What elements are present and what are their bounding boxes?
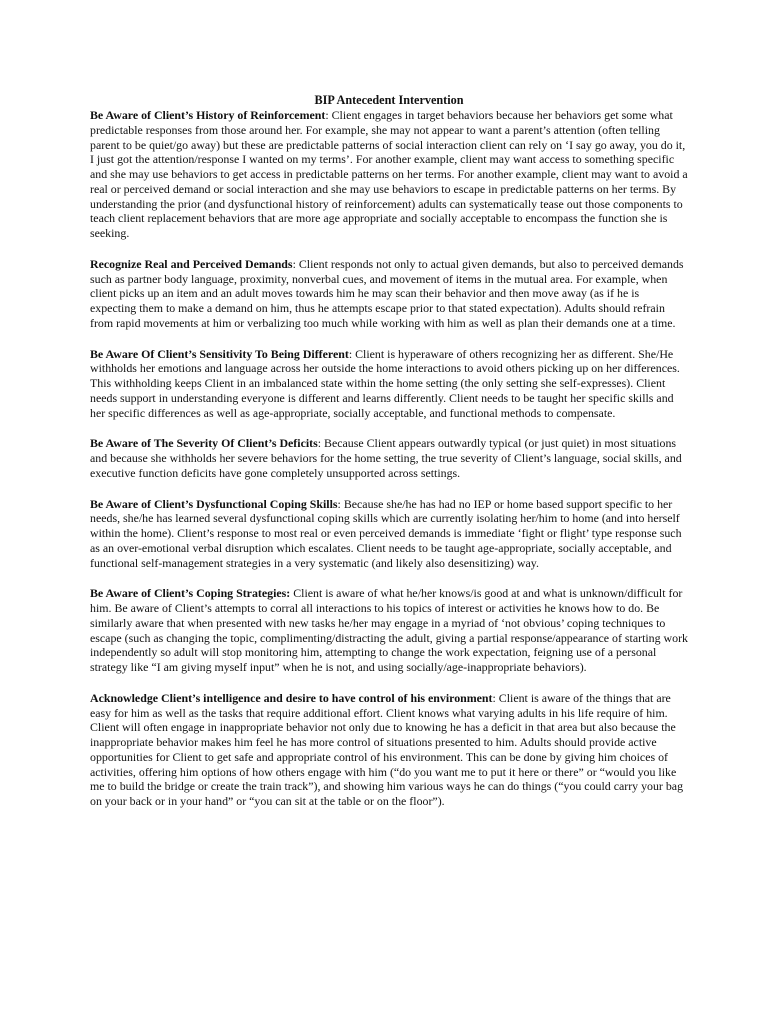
section-heading: Be Aware of Client’s Dysfunctional Coping Skills xyxy=(90,496,338,511)
section-body: Because she/he has had no IEP or home based support specific to her needs, she/he has learned several dysfunctional coping skills which are currently isolating her/him to home (and into herself within the home). Client’s response to most real or even perceived demands is immediate ‘fight or flight’ type response such as an over-emotional verbal disruption which escalates. Client needs to be taught age-appropriate, socially acceptable, and functional self-management strategies in a very systematic (and likely also desensitizing) way. xyxy=(90,496,682,570)
section-separator: : xyxy=(337,496,344,511)
section-severity-of-deficits xyxy=(90,436,688,480)
section-separator: : xyxy=(292,256,299,271)
section-separator: : xyxy=(317,436,325,451)
section-dysfunctional-coping-skills xyxy=(90,497,688,571)
section-body: Client engages in target behaviors because her behaviors get some what predictable responses from those around her. For example, she may not appear to want a parent’s attention (often telling parent to be quiet/go away) but these are predictable patterns of social interaction client can rely on ‘I say go away, you do it, I just got the attention/response I wanted on my terms’. For another example, client may want access to something specific and she may use behaviors to get access in predictable patterns on her terms. For another example, client may want to avoid a real or perceived demand or social interaction and she may use behaviors to escape in predictable patterns on her terms. By understanding the prior (and dysfunctional history of reinforcement) adults can systematically tease out those components to teach client replacement behaviors that are more age appropriate and socially acceptable to encompass the function she is seeking. xyxy=(90,108,688,240)
section-separator: : xyxy=(492,690,499,705)
section-body: Client is hyperaware of others recognizing her as different. She/He withholds her emotions and language across her outside the home interactions to avoid others picking up on her differences. This withholding keeps Client in an imbalanced state within the home setting (the only setting she self-expresses). Client needs support in understanding everyone is different and learns differently. Client needs to be taught her specific skills and her specific differences as well as age-appropriate, socially acceptable, and functional methods to compensate. xyxy=(90,346,680,420)
section-real-perceived-demands xyxy=(90,257,688,331)
section-heading: Be Aware of The Severity Of Client’s Deficits xyxy=(90,436,318,451)
section-body: Client is aware of what he/her knows/is good at and what is unknown/difficult for him. Be aware of Client’s attempts to corral all interactions to his topics of interest or activities he knows how to do. Be similarly aware that when presented with new tasks he/her may engage in a myriad of ‘not obvious’ coping techniques to escape (such as changing the topic, complimenting/distracting the adult, giving a partial response/appearance of starting work independently so adult will stop monitoring him, attempting to change the work expectation, feigning use of a personal strategy like “I am giving myself input” when he is not, and using socially/age-inappropriate behaviors). xyxy=(90,586,688,674)
section-separator: : xyxy=(325,108,332,122)
section-coping-strategies xyxy=(90,586,688,675)
section-heading: Be Aware of Client’s Coping Strategies: xyxy=(90,586,291,601)
document-title: BIP Antecedent Intervention xyxy=(314,93,464,107)
section-body: Because Client appears outwardly typical (or just quiet) in most situations and because she withholds her severe behaviors for the home setting, the true severity of Client’s language, social skills, and executive function deficits have gone completely unsupported across settings. xyxy=(90,436,682,480)
section-sensitivity-to-being-different xyxy=(90,347,688,421)
section-intelligence-and-control xyxy=(90,691,688,809)
section-heading: Be Aware of Client’s History of Reinforcement xyxy=(90,108,326,122)
section-separator: : xyxy=(348,346,356,361)
section-heading: Be Aware Of Client’s Sensitivity To Being Different xyxy=(90,346,349,361)
section-heading: Acknowledge Client’s intelligence and desire to have control of his environment xyxy=(90,690,493,705)
section-history-of-reinforcement xyxy=(90,108,688,241)
section-body: Client responds not only to actual given demands, but also to perceived demands such as partner body language, proximity, nonverbal cues, and movement of items in the mutual area. For example, when client picks up an item and an adult moves towards him he may scan their behavior and then move away (as if he is expecting them to make a demand on him, thus he attempts escape prior to that stated expectation). Adults should refrain from rapid movements at him or verbalizing too much while working with him as well as plan their demands one at a time. xyxy=(90,256,684,330)
section-heading: Recognize Real and Perceived Demands xyxy=(90,256,293,271)
section-body: Client is aware of the things that are easy for him as well as the tasks that require additional effort. Client knows what varying adults in his life require of him. Client will often engage in inappropriate behavior not only due to knowing he has a deficit in that area but also because the inappropriate behavior makes him feel he has more control of situations presented to him. Adults should provide active opportunities for Client to get safe and appropriate control of his environment. This can be done by giving him choices of activities, offering him options of how others engage with him (“do you want me to put it here or there” or “would you like me to build the bridge or create the train track”), and showing him various ways he can do things (“you could carry your bag on your back or in your hand” or “you can sit at the table or on the floor”). xyxy=(90,690,684,808)
